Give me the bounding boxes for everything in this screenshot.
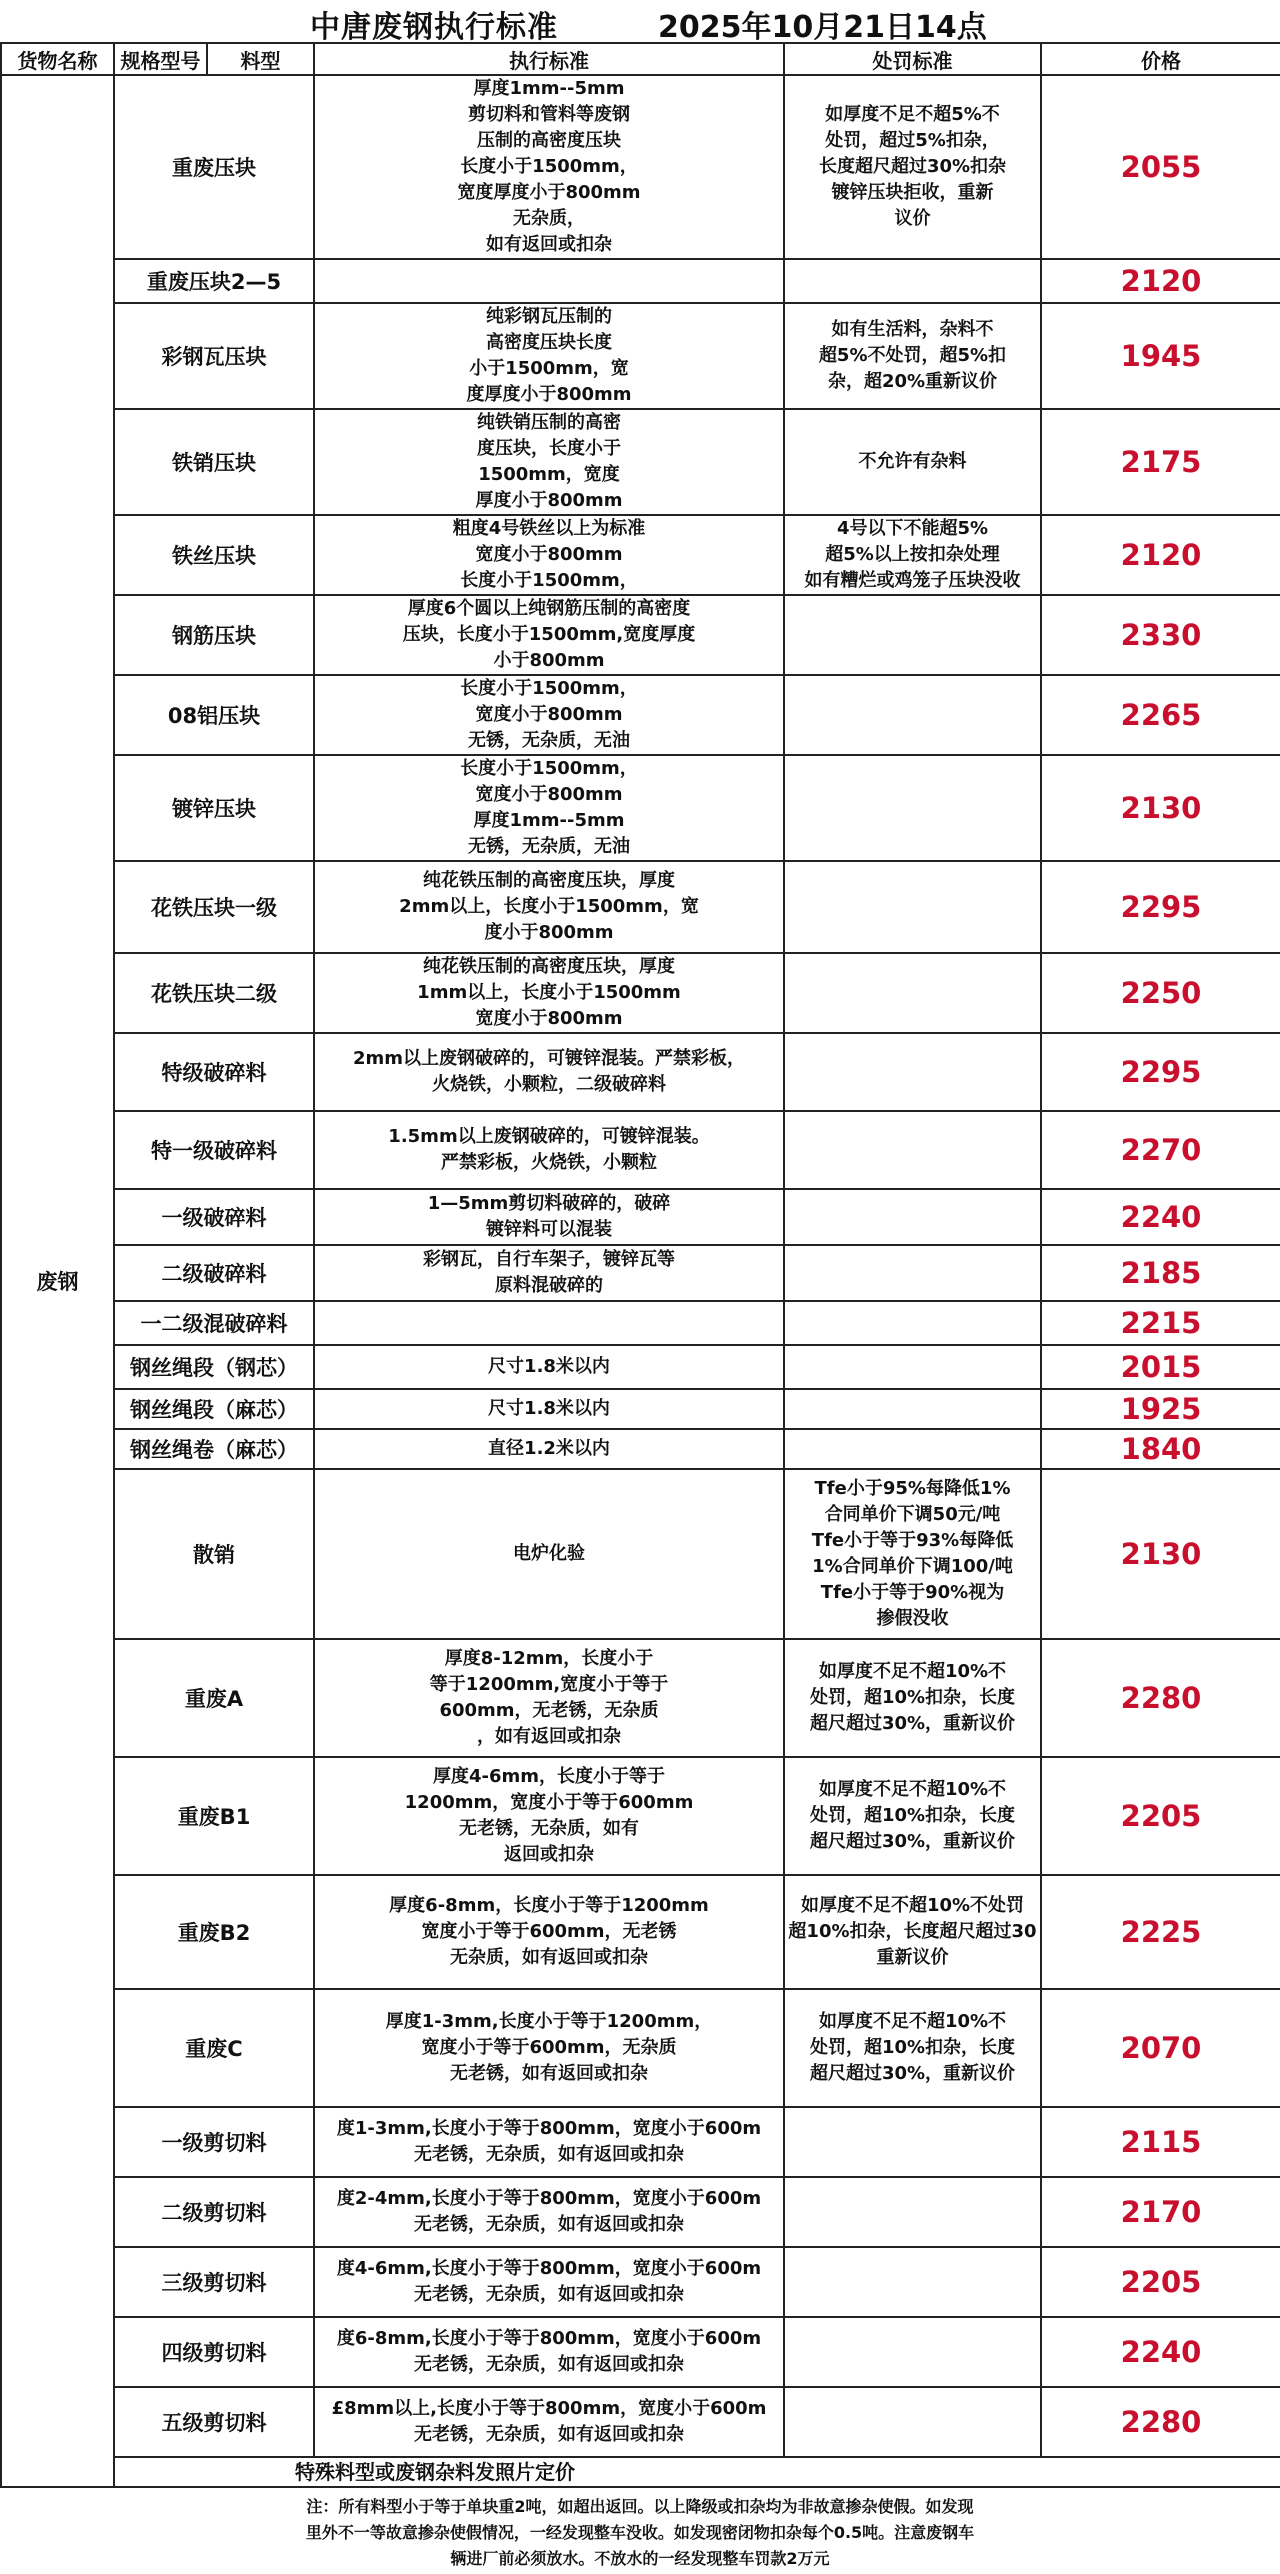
header-goods: 货物名称 bbox=[1, 43, 114, 75]
price-value: 2295 bbox=[1041, 861, 1280, 953]
standard-line: 小于800mm bbox=[493, 650, 605, 671]
standard-cell bbox=[314, 2387, 784, 2457]
price-value: 2015 bbox=[1041, 1345, 1280, 1389]
price-value: 2130 bbox=[1041, 755, 1280, 861]
material-name: 重废B2 bbox=[114, 1875, 314, 1989]
standard-line: 度压块，长度小于 bbox=[477, 438, 621, 459]
standard-cell bbox=[314, 1429, 784, 1469]
standard-line: 1mm以上，长度小于1500mm bbox=[417, 982, 681, 1003]
material-name: 铁销压块 bbox=[114, 409, 314, 515]
penalty-line: 4号以下不能超5% bbox=[836, 518, 989, 539]
standard-cell bbox=[314, 1639, 784, 1757]
penalty-line: 如厚度不足不超10%不处罚 bbox=[800, 1895, 1025, 1916]
table-row bbox=[1, 1469, 1280, 1639]
material-name: 四级剪切料 bbox=[114, 2317, 314, 2387]
standard-cell bbox=[314, 409, 784, 515]
standard-line: 返回或扣杂 bbox=[504, 1844, 594, 1865]
table-row bbox=[1, 1033, 1280, 1111]
penalty-cell bbox=[784, 1111, 1041, 1189]
standard-line: 厚度1mm--5mm bbox=[473, 810, 625, 831]
material-name: 重废压块 bbox=[114, 75, 314, 259]
standard-line: 无老锈，无杂质，如有返回或扣杂 bbox=[414, 2144, 684, 2165]
table-row bbox=[1, 1189, 1280, 1245]
standard-cell bbox=[314, 675, 784, 755]
price-value: 2330 bbox=[1041, 595, 1280, 675]
table-row bbox=[1, 1245, 1280, 1301]
header-price: 价格 bbox=[1041, 43, 1280, 75]
penalty-line: 处罚，超10%扣杂，长度 bbox=[809, 2037, 1016, 2058]
note-line: 辆进厂前必须放水。不放水的一经发现整车罚款2万元 bbox=[450, 2549, 830, 2568]
standard-line: 厚度6-8mm，长度小于等于1200mm bbox=[389, 1895, 709, 1916]
penalty-cell bbox=[784, 515, 1041, 595]
table-body bbox=[1, 75, 1280, 2487]
standard-line: 无老锈，无杂质，如有返回或扣杂 bbox=[414, 2424, 684, 2445]
standard-line: £8mm以上,长度小于等于800mm，宽度小于600m bbox=[331, 2398, 767, 2419]
footer-note bbox=[0, 2494, 1280, 2574]
standard-cell bbox=[314, 1345, 784, 1389]
note-line: 注：所有料型小于等于单块重2吨，如超出返回。以上降级或扣杂均为非故意掺杂使假。如发现 bbox=[306, 2497, 974, 2516]
header-material: 料型 bbox=[207, 43, 314, 75]
penalty-line: 超尺超过30%，重新议价 bbox=[809, 1713, 1016, 1734]
standard-line: 电炉化验 bbox=[513, 1543, 585, 1564]
standard-line: 1.5mm以上废钢破碎的，可镀锌混装。 bbox=[388, 1126, 710, 1147]
penalty-cell bbox=[784, 1429, 1041, 1469]
material-name: 钢丝绳卷（麻芯） bbox=[114, 1429, 314, 1469]
standard-line: 压制的高密度压块 bbox=[477, 130, 621, 151]
penalty-line: 处罚，超10%扣杂，长度 bbox=[809, 1687, 1016, 1708]
material-name: 铁丝压块 bbox=[114, 515, 314, 595]
standard-cell bbox=[314, 861, 784, 953]
penalty-cell bbox=[784, 2107, 1041, 2177]
standard-cell bbox=[314, 953, 784, 1033]
standard-cell bbox=[314, 755, 784, 861]
price-value: 2115 bbox=[1041, 2107, 1280, 2177]
material-name: 重废A bbox=[114, 1639, 314, 1757]
price-value: 2120 bbox=[1041, 515, 1280, 595]
material-name: 重废压块2—5 bbox=[114, 259, 314, 303]
standard-line: 1500mm，宽度 bbox=[478, 464, 620, 485]
standard-line: 如有返回或扣杂 bbox=[486, 234, 612, 255]
standard-cell bbox=[314, 259, 784, 303]
penalty-cell bbox=[784, 75, 1041, 259]
price-value: 2250 bbox=[1041, 953, 1280, 1033]
standard-line: 宽度小于800mm bbox=[475, 704, 623, 725]
standard-line: 彩钢瓦，自行车架子，镀锌瓦等 bbox=[423, 1249, 675, 1270]
price-value: 2215 bbox=[1041, 1301, 1280, 1345]
price-value: 1840 bbox=[1041, 1429, 1280, 1469]
standard-line: 纯彩钢瓦压制的 bbox=[486, 306, 612, 327]
standard-cell bbox=[314, 2107, 784, 2177]
standard-line: 厚度1-3mm,长度小于等于1200mm， bbox=[385, 2011, 713, 2032]
standard-line: 宽度小于等于600mm，无老锈 bbox=[421, 1921, 677, 1942]
standard-line: 宽度厚度小于800mm bbox=[457, 182, 641, 203]
penalty-cell bbox=[784, 1469, 1041, 1639]
penalty-cell bbox=[784, 409, 1041, 515]
penalty-cell bbox=[784, 1301, 1041, 1345]
standard-cell bbox=[314, 1189, 784, 1245]
standard-line: 度小于800mm bbox=[484, 922, 614, 943]
price-value: 2280 bbox=[1041, 2387, 1280, 2457]
standard-line: 无老锈，如有返回或扣杂 bbox=[450, 2063, 648, 2084]
standard-line: 无老锈，无杂质，如有 bbox=[459, 1818, 639, 1839]
penalty-cell bbox=[784, 1033, 1041, 1111]
penalty-line: 如有生活料，杂料不 bbox=[831, 319, 994, 340]
header-row bbox=[1, 43, 1280, 75]
table-row bbox=[1, 2247, 1280, 2317]
price-value: 2070 bbox=[1041, 1989, 1280, 2107]
penalty-line: 超5%以上按扣杂处理 bbox=[825, 544, 1000, 565]
material-name: 彩钢瓦压块 bbox=[114, 303, 314, 409]
price-value: 2175 bbox=[1041, 409, 1280, 515]
document-title: 中唐废钢执行标准 bbox=[310, 10, 558, 45]
material-name: 花铁压块一级 bbox=[114, 861, 314, 953]
standard-cell bbox=[314, 1245, 784, 1301]
standard-line: 1—5mm剪切料破碎的，破碎 bbox=[427, 1193, 671, 1214]
penalty-line: 超10%扣杂，长度超尺超过30 bbox=[788, 1921, 1037, 1942]
material-name: 重废B1 bbox=[114, 1757, 314, 1875]
price-value: 2120 bbox=[1041, 259, 1280, 303]
standard-cell bbox=[314, 1111, 784, 1189]
table-row bbox=[1, 303, 1280, 409]
standard-line: 直径1.2米以内 bbox=[488, 1438, 610, 1459]
material-name: 二级剪切料 bbox=[114, 2177, 314, 2247]
category-cell: 废钢 bbox=[1, 75, 114, 2487]
standard-line: 小于1500mm，宽 bbox=[469, 358, 629, 379]
standard-line: 宽度小于800mm bbox=[475, 784, 623, 805]
document-date: 2025年10月21日14点 bbox=[658, 10, 987, 45]
standard-cell bbox=[314, 1875, 784, 1989]
standard-line: 无老锈，无杂质，如有返回或扣杂 bbox=[414, 2284, 684, 2305]
special-pricing-note: 特殊料型或废钢杂料发照片定价 bbox=[114, 2457, 1280, 2487]
price-value: 2055 bbox=[1041, 75, 1280, 259]
standard-line: ，如有返回或扣杂 bbox=[477, 1726, 621, 1747]
penalty-cell bbox=[784, 755, 1041, 861]
material-name: 08铝压块 bbox=[114, 675, 314, 755]
table-row bbox=[1, 1345, 1280, 1389]
penalty-cell bbox=[784, 953, 1041, 1033]
penalty-line: 重新议价 bbox=[876, 1947, 949, 1968]
standard-line: 压块，长度小于1500mm,宽度厚度 bbox=[402, 624, 696, 645]
penalty-line: 如厚度不足不超10%不 bbox=[818, 1661, 1007, 1682]
standard-cell bbox=[314, 595, 784, 675]
table-row bbox=[1, 1429, 1280, 1469]
header-penalty: 处罚标准 bbox=[784, 43, 1041, 75]
penalty-cell bbox=[784, 303, 1041, 409]
penalty-line: 如厚度不足不超10%不 bbox=[818, 1779, 1007, 1800]
price-value: 2240 bbox=[1041, 1189, 1280, 1245]
penalty-cell bbox=[784, 1989, 1041, 2107]
penalty-line: 掺假没收 bbox=[876, 1608, 949, 1629]
special-row bbox=[1, 2457, 1280, 2487]
table-row bbox=[1, 75, 1280, 259]
standard-line: 厚度8-12mm，长度小于 bbox=[444, 1648, 654, 1669]
standard-cell bbox=[314, 1033, 784, 1111]
penalty-cell bbox=[784, 1189, 1041, 1245]
penalty-line: 不允许有杂料 bbox=[858, 451, 967, 472]
standard-line: 剪切料和管料等废钢 bbox=[468, 104, 630, 125]
standard-line: 长度小于1500mm， bbox=[460, 570, 638, 591]
material-name: 散销 bbox=[114, 1469, 314, 1639]
standard-line: 火烧铁，小颗粒，二级破碎料 bbox=[432, 1074, 666, 1095]
standard-line: 长度小于1500mm， bbox=[460, 678, 638, 699]
penalty-cell bbox=[784, 1875, 1041, 1989]
standard-line: 无锈，无杂质，无油 bbox=[468, 836, 630, 857]
standard-cell bbox=[314, 1989, 784, 2107]
material-name: 钢筋压块 bbox=[114, 595, 314, 675]
penalty-cell bbox=[784, 2177, 1041, 2247]
standard-line: 厚度6个圆以上纯钢筋压制的高密度 bbox=[407, 598, 691, 619]
standard-line: 度4-6mm,长度小于等于800mm，宽度小于600m bbox=[336, 2258, 762, 2279]
price-value: 2265 bbox=[1041, 675, 1280, 755]
material-name: 一二级混破碎料 bbox=[114, 1301, 314, 1345]
standard-line: 纯花铁压制的高密度压块，厚度 bbox=[423, 870, 675, 891]
standard-line: 600mm，无老锈，无杂质 bbox=[439, 1700, 659, 1721]
material-name: 重废C bbox=[114, 1989, 314, 2107]
penalty-line: 杂，超20%重新议价 bbox=[827, 371, 998, 392]
material-name: 三级剪切料 bbox=[114, 2247, 314, 2317]
price-value: 2240 bbox=[1041, 2317, 1280, 2387]
material-name: 特级破碎料 bbox=[114, 1033, 314, 1111]
price-value: 2270 bbox=[1041, 1111, 1280, 1189]
price-value: 2205 bbox=[1041, 1757, 1280, 1875]
penalty-line: 议价 bbox=[894, 208, 931, 229]
table-row bbox=[1, 1389, 1280, 1429]
standard-cell bbox=[314, 1389, 784, 1429]
standard-line: 无老锈，无杂质，如有返回或扣杂 bbox=[414, 2214, 684, 2235]
penalty-line: Tfe小于等于93%每降低 bbox=[811, 1530, 1014, 1551]
penalty-line: 1%合同单价下调100/吨 bbox=[812, 1556, 1013, 1577]
penalty-line: Tfe小于等于90%视为 bbox=[820, 1582, 1005, 1603]
price-value: 2225 bbox=[1041, 1875, 1280, 1989]
standard-line: 等于1200mm,宽度小于等于 bbox=[429, 1674, 669, 1695]
material-name: 二级破碎料 bbox=[114, 1245, 314, 1301]
standard-line: 镀锌料可以混装 bbox=[486, 1219, 612, 1240]
price-value: 2295 bbox=[1041, 1033, 1280, 1111]
standard-line: 高密度压块长度 bbox=[486, 332, 612, 353]
material-name: 特一级破碎料 bbox=[114, 1111, 314, 1189]
table-row bbox=[1, 515, 1280, 595]
price-value: 1925 bbox=[1041, 1389, 1280, 1429]
material-name: 花铁压块二级 bbox=[114, 953, 314, 1033]
table-row bbox=[1, 861, 1280, 953]
standard-line: 长度小于1500mm， bbox=[460, 758, 638, 779]
table-row bbox=[1, 2317, 1280, 2387]
standard-cell bbox=[314, 2247, 784, 2317]
penalty-cell bbox=[784, 595, 1041, 675]
standard-line: 无杂质， bbox=[513, 208, 585, 229]
penalty-line: 如有糟烂或鸡笼子压块没收 bbox=[804, 570, 1021, 591]
header-spec: 规格型号 bbox=[114, 43, 207, 75]
price-value: 2130 bbox=[1041, 1469, 1280, 1639]
penalty-line: 如厚度不足不超10%不 bbox=[818, 2011, 1007, 2032]
standard-line: 无老锈，无杂质，如有返回或扣杂 bbox=[414, 2354, 684, 2375]
standard-line: 宽度小于等于600mm，无杂质 bbox=[421, 2037, 677, 2058]
standard-line: 1200mm，宽度小于等于600mm bbox=[404, 1792, 694, 1813]
penalty-line: 合同单价下调50元/吨 bbox=[824, 1504, 1001, 1525]
penalty-cell bbox=[784, 1345, 1041, 1389]
material-name: 一级剪切料 bbox=[114, 2107, 314, 2177]
standard-line: 无锈，无杂质，无油 bbox=[468, 730, 630, 751]
table-row bbox=[1, 1875, 1280, 1989]
standard-line: 宽度小于800mm bbox=[475, 1008, 623, 1029]
table-row bbox=[1, 1111, 1280, 1189]
table-row bbox=[1, 675, 1280, 755]
penalty-cell bbox=[784, 1639, 1041, 1757]
standard-line: 严禁彩板，火烧铁，小颗粒 bbox=[441, 1152, 657, 1173]
price-value: 2170 bbox=[1041, 2177, 1280, 2247]
table-row bbox=[1, 2177, 1280, 2247]
material-name: 镀锌压块 bbox=[114, 755, 314, 861]
penalty-line: 处罚，超10%扣杂，长度 bbox=[809, 1805, 1016, 1826]
table-row bbox=[1, 2107, 1280, 2177]
table-row bbox=[1, 2387, 1280, 2457]
header-standard: 执行标准 bbox=[314, 43, 784, 75]
penalty-cell bbox=[784, 259, 1041, 303]
standard-line: 尺寸1.8米以内 bbox=[488, 1398, 610, 1419]
standard-cell bbox=[314, 515, 784, 595]
note-line: 里外不一等故意掺杂使假情况，一经发现整车没收。如发现密闭物扣杂每个0.5吨。注意废钢车 bbox=[305, 2523, 975, 2542]
penalty-line: 超尺超过30%，重新议价 bbox=[809, 1831, 1016, 1852]
table-row bbox=[1, 1757, 1280, 1875]
standard-line: 宽度小于800mm bbox=[475, 544, 623, 565]
table-row bbox=[1, 259, 1280, 303]
price-value: 2280 bbox=[1041, 1639, 1280, 1757]
penalty-cell bbox=[784, 2317, 1041, 2387]
penalty-line: 超尺超过30%，重新议价 bbox=[809, 2063, 1016, 2084]
penalty-cell bbox=[784, 2247, 1041, 2317]
standard-line: 度1-3mm,长度小于等于800mm，宽度小于600m bbox=[336, 2118, 762, 2139]
material-name: 钢丝绳段（麻芯） bbox=[114, 1389, 314, 1429]
standard-line: 尺寸1.8米以内 bbox=[488, 1356, 610, 1377]
material-name: 一级破碎料 bbox=[114, 1189, 314, 1245]
standard-line: 长度小于1500mm， bbox=[460, 156, 638, 177]
table-row bbox=[1, 755, 1280, 861]
penalty-cell bbox=[784, 1245, 1041, 1301]
penalty-line: Tfe小于95%每降低1% bbox=[814, 1478, 1011, 1499]
standard-line: 原料混破碎的 bbox=[495, 1275, 603, 1296]
table-row bbox=[1, 595, 1280, 675]
table-row bbox=[1, 1301, 1280, 1345]
standard-line: 度6-8mm,长度小于等于800mm，宽度小于600m bbox=[336, 2328, 762, 2349]
standard-cell bbox=[314, 1469, 784, 1639]
standard-line: 度厚度小于800mm bbox=[466, 384, 632, 405]
standard-line: 无杂质，如有返回或扣杂 bbox=[450, 1947, 648, 1968]
penalty-cell bbox=[784, 675, 1041, 755]
penalty-cell bbox=[784, 861, 1041, 953]
standard-line: 纯花铁压制的高密度压块，厚度 bbox=[423, 956, 675, 977]
price-value: 1945 bbox=[1041, 303, 1280, 409]
table-row bbox=[1, 953, 1280, 1033]
standard-line: 厚度1mm--5mm bbox=[473, 78, 625, 99]
standard-cell bbox=[314, 303, 784, 409]
penalty-line: 处罚，超过5%扣杂， bbox=[825, 130, 1000, 151]
standard-line: 厚度小于800mm bbox=[475, 490, 623, 511]
penalty-line: 长度超尺超过30%扣杂 bbox=[818, 156, 1007, 177]
price-value: 2205 bbox=[1041, 2247, 1280, 2317]
penalty-cell bbox=[784, 2387, 1041, 2457]
penalty-cell bbox=[784, 1757, 1041, 1875]
price-table bbox=[0, 42, 1280, 2488]
standard-cell bbox=[314, 75, 784, 259]
standard-cell bbox=[314, 2317, 784, 2387]
material-name: 五级剪切料 bbox=[114, 2387, 314, 2457]
penalty-line: 超5%不处罚，超5%扣 bbox=[818, 345, 1007, 366]
penalty-line: 镀锌压块拒收，重新 bbox=[831, 182, 994, 203]
title-row bbox=[0, 0, 1280, 45]
standard-line: 度2-4mm,长度小于等于800mm，宽度小于600m bbox=[336, 2188, 762, 2209]
standard-line: 厚度4-6mm，长度小于等于 bbox=[432, 1766, 666, 1787]
price-value: 2185 bbox=[1041, 1245, 1280, 1301]
standard-line: 2mm以上，长度小于1500mm，宽 bbox=[399, 896, 699, 917]
standard-cell bbox=[314, 1757, 784, 1875]
material-name: 钢丝绳段（钢芯） bbox=[114, 1345, 314, 1389]
penalty-cell bbox=[784, 1389, 1041, 1429]
table-row bbox=[1, 1989, 1280, 2107]
penalty-line: 如厚度不足不超5%不 bbox=[825, 104, 1000, 125]
standard-cell bbox=[314, 2177, 784, 2247]
standard-line: 纯铁销压制的高密 bbox=[477, 412, 621, 433]
table-row bbox=[1, 1639, 1280, 1757]
table-row bbox=[1, 409, 1280, 515]
standard-cell bbox=[314, 1301, 784, 1345]
standard-line: 2mm以上废钢破碎的，可镀锌混装。严禁彩板， bbox=[352, 1048, 746, 1069]
standard-line: 粗度4号铁丝以上为标准 bbox=[452, 518, 646, 539]
